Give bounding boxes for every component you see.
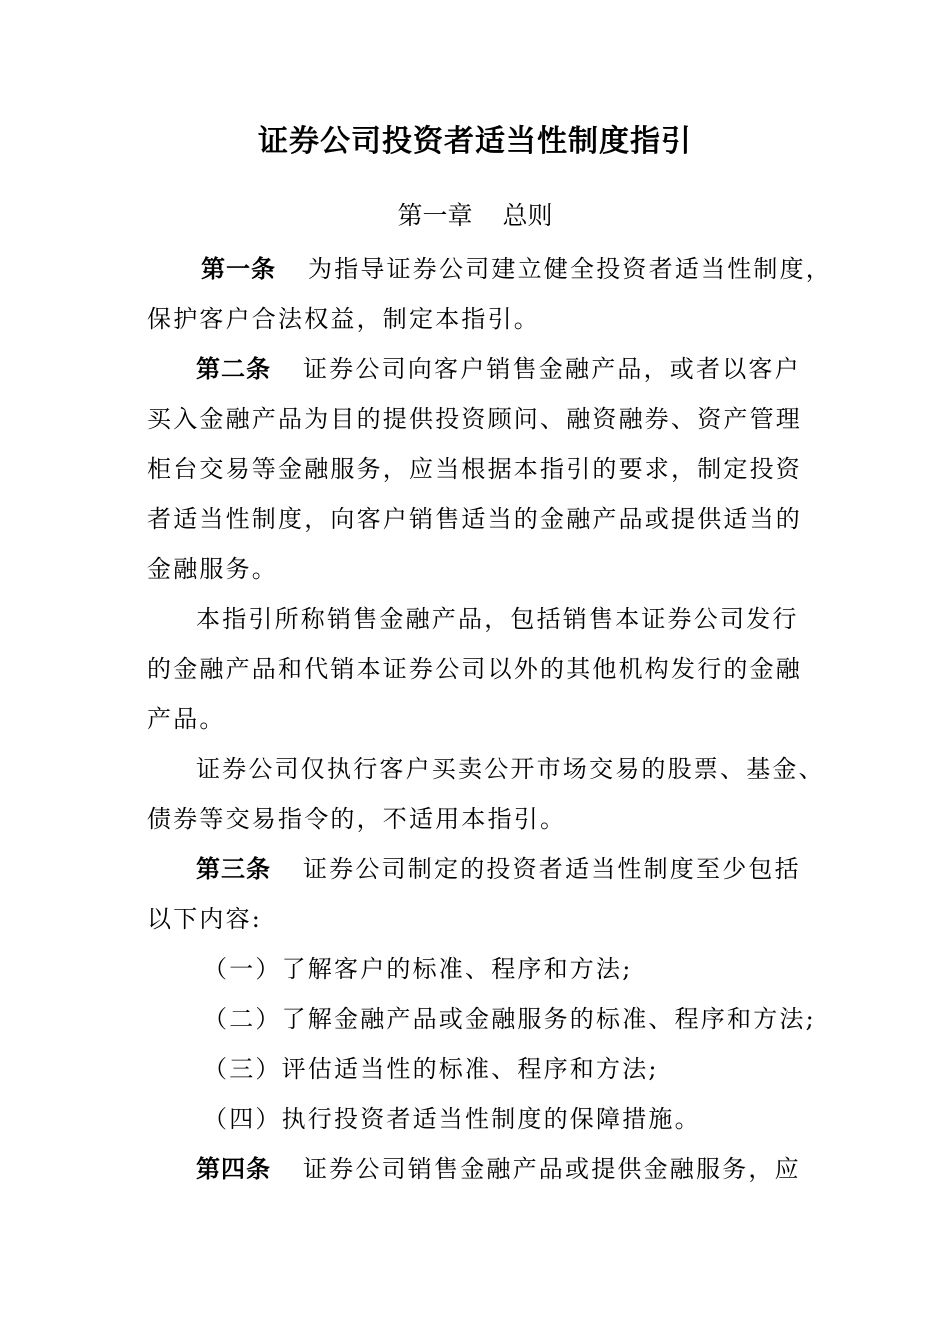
article-4-line — [147, 1144, 827, 1194]
article-3-text: 证券公司制定的投资者适当性制度至少包括 — [303, 855, 801, 883]
article-2-line: 柜台交易等金融服务，应当根据本指引的要求，制定投资 — [147, 455, 802, 483]
list-item: （一）了解客户的标准、程序和方法; — [203, 955, 633, 983]
article-2-line: 金融服务。 — [147, 555, 278, 583]
article-1-line — [147, 244, 832, 294]
article-2-paragraph-line: 产品。 — [147, 705, 226, 733]
article-2-paragraph-line: 本指引所称销售金融产品，包括销售本证券公司发行 — [196, 605, 799, 633]
article-2-paragraph-line: 的金融产品和代销本证券公司以外的其他机构发行的金融 — [147, 655, 802, 683]
article-1-label: 第一条 — [201, 254, 276, 283]
article-3-line — [147, 844, 827, 894]
document-body — [147, 244, 832, 1194]
chapter-label: 第一章 — [397, 201, 473, 230]
article-3-label: 第三条 — [196, 854, 271, 883]
list-item: （三）评估适当性的标准、程序和方法; — [203, 1055, 659, 1083]
article-1-line: 保护客户合法权益，制定本指引。 — [147, 305, 540, 333]
article-4-label: 第四条 — [196, 1154, 271, 1183]
article-2-label: 第二条 — [196, 354, 271, 383]
article-2-paragraph-line: 证券公司仅执行客户买卖公开市场交易的股票、基金、 — [196, 755, 825, 783]
chapter-name: 总则 — [502, 201, 553, 230]
chapter-heading — [0, 198, 950, 234]
article-2-line — [147, 344, 827, 394]
list-item: （二）了解金融产品或金融服务的标准、程序和方法; — [203, 1005, 816, 1033]
article-2-paragraph-line: 债券等交易指令的，不适用本指引。 — [147, 805, 567, 833]
document-title: 证券公司投资者适当性制度指引 — [258, 124, 692, 159]
article-1-text: 为指导证券公司建立健全投资者适当性制度， — [308, 255, 832, 283]
article-2-line: 者适当性制度，向客户销售适当的金融产品或提供适当的 — [147, 505, 802, 533]
article-3-line: 以下内容: — [147, 905, 263, 933]
article-2-text: 证券公司向客户销售金融产品，或者以客户 — [303, 355, 801, 383]
article-4-text: 证券公司销售金融产品或提供金融服务，应 — [303, 1155, 801, 1183]
list-item: （四）执行投资者适当性制度的保障措施。 — [203, 1105, 701, 1133]
article-2-line: 买入金融产品为目的提供投资顾问、融资融券、资产管理 — [147, 405, 802, 433]
